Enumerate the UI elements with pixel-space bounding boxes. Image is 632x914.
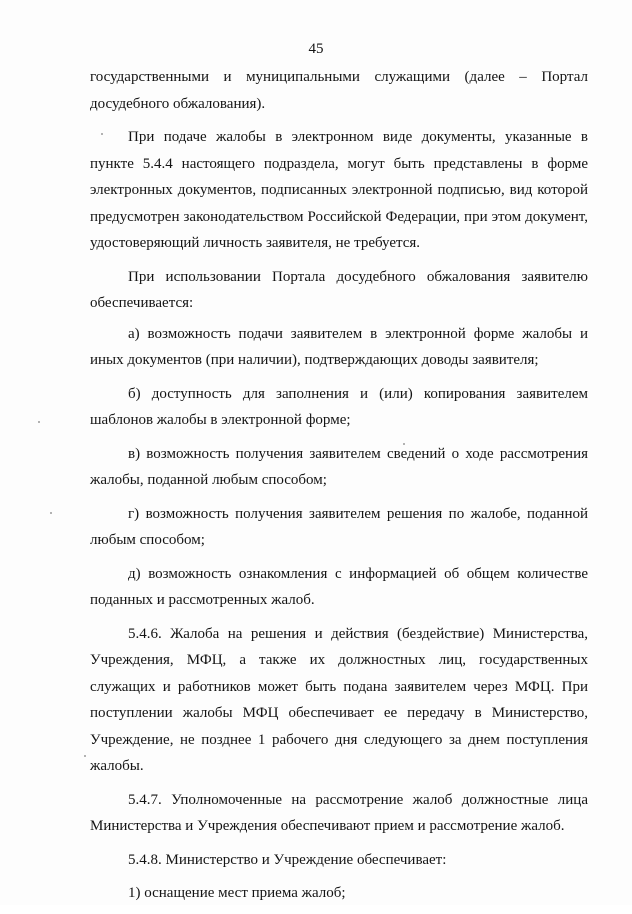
list-item-1: 1) оснащение мест приема жалоб; [128, 885, 346, 901]
list-item-b: б) доступность для заполнения и (или) копирования заявителем шаблонов жалобы в электронной форме; [90, 385, 588, 428]
list-item-v: в) возможность получения заявителем сведений о ходе рассмотрения жалобы, поданной любым способом; [90, 445, 588, 488]
scan-speck [84, 755, 86, 757]
paragraph-portal-usage: При использовании Портала досудебного обжалования заявителю обеспечивается: [90, 268, 588, 311]
scan-speck [403, 443, 405, 445]
paragraph-continuation: государственными и муниципальными служащими (далее – Портал досудебного обжалования). [90, 69, 588, 112]
scan-speck [50, 512, 52, 514]
document-body [90, 64, 588, 914]
list-item-a: а) возможность подачи заявителем в электронной форме жалобы и иных документов (при наличии), подтверждающих доводы заявителя; [90, 325, 588, 368]
list-item-d: д) возможность ознакомления с информацией об общем количестве поданных и рассмотренных жалоб. [90, 565, 588, 608]
paragraph-electronic-submission: При подаче жалобы в электронном виде документы, указанные в пункте 5.4.4 настоящего подраздела, могут быть представлены в форме электронных документов, подписанных электронной подписью, вид которой предусмотрен законодательством Российской Федерации, при этом документ, удостоверяющий личность заявителя, не требуется. [90, 129, 588, 251]
clause-5-4-6: 5.4.6. Жалоба на решения и действия (бездействие) Министерства, Учреждения, МФЦ, а также их должностных лиц, государственных служащих и работников может быть подана заявителем через МФЦ. При поступлении жалобы МФЦ обеспечивает ее передачу в Министерство, Учреждение, не позднее 1 рабочего дня следующего за днем поступления жалобы. [90, 625, 588, 774]
page-number: 45 [308, 41, 324, 57]
clause-5-4-7: 5.4.7. Уполномоченные на рассмотрение жалоб должностные лица Министерства и Учреждения обеспечивают прием и рассмотрение жалоб. [90, 791, 588, 834]
scan-speck [101, 133, 103, 135]
clause-5-4-8: 5.4.8. Министерство и Учреждение обеспечивает: [128, 851, 447, 868]
scan-speck [38, 421, 40, 423]
list-item-g: г) возможность получения заявителем решения по жалобе, поданной любым способом; [90, 505, 588, 548]
